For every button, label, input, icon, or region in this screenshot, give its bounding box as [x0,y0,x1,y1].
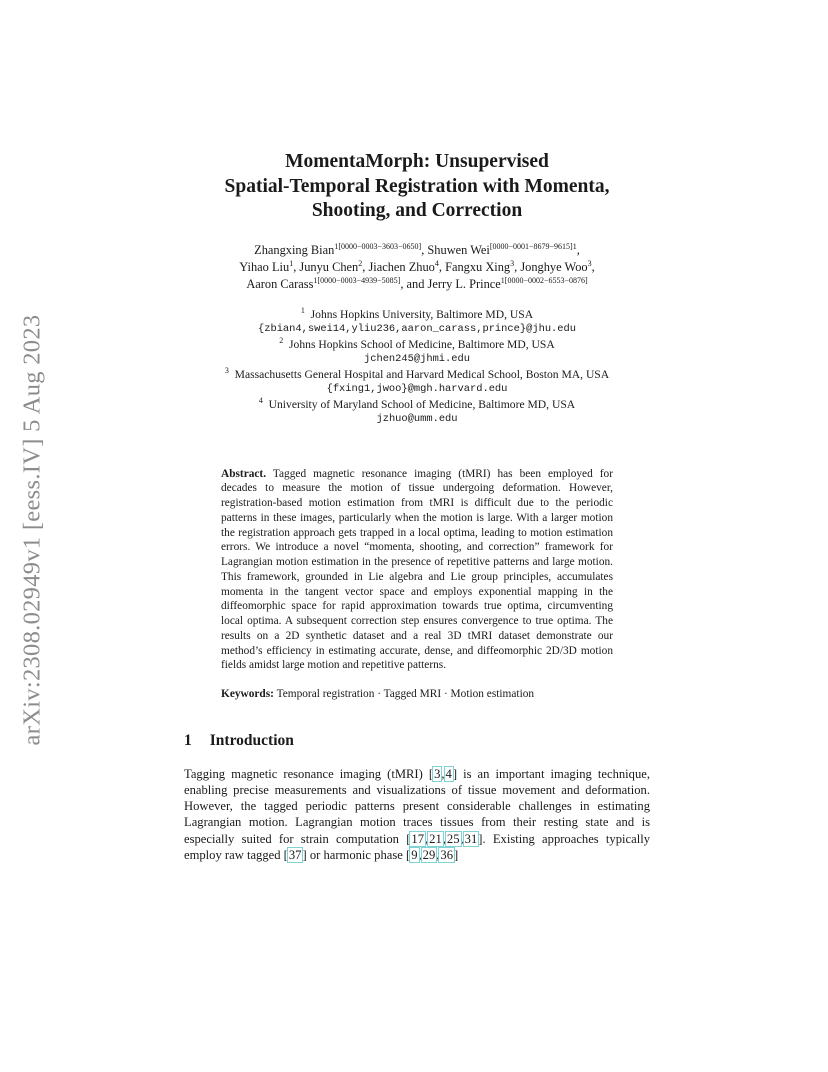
section-title: Introduction [209,731,294,749]
affiliation-name: University of Maryland School of Medicine, Baltimore MD, USA [268,397,576,411]
citation-group: [3,4] [428,766,458,781]
author-name: Shuwen Wei [427,242,490,257]
intro-text: or harmonic phase [306,847,406,862]
abstract-label: Abstract. [221,467,267,480]
abstract [221,467,613,674]
affiliation-email: jzhuo@umm.edu [376,412,458,425]
keywords [221,687,613,702]
author-affiliation: 1[0000−0002−6553−0876] [500,275,588,285]
affiliation-email: jchen245@jhmi.edu [363,352,470,365]
arxiv-stamp [12,290,52,770]
author-separator: , [591,259,595,274]
author-affiliation: 3 [587,258,592,268]
keywords-label: Keywords: [221,688,274,700]
author-separator: , [362,259,369,274]
author-separator: , [438,259,446,274]
affiliation-number: 1 [300,305,305,315]
author-affiliation: 3 [510,258,515,268]
citation-group: [9,29,36] [406,847,459,862]
author-separator: , [293,259,300,274]
affiliation-4 [184,397,650,412]
citation-group: [17,21,25,31] [406,831,483,846]
citation-link[interactable]: 3 [434,766,441,781]
author-name: Fangxu Xing [445,259,511,274]
citation-link[interactable]: 9 [411,847,418,862]
author-name: Junyu Chen [299,259,359,274]
citation-link[interactable]: 4 [445,766,452,781]
affiliation-3 [184,367,650,382]
affiliation-2 [184,337,650,352]
author-separator: , [576,242,580,257]
author-separator: , and [400,276,428,291]
author-affiliation: 1[0000−0003−3603−0650] [334,241,422,251]
author-separator: , [514,259,521,274]
affiliation-name: Johns Hopkins School of Medicine, Baltimore MD, USA [289,337,555,351]
intro-paragraph [184,766,650,863]
author-line-2 [184,259,650,276]
author-separator: , [421,242,428,257]
affiliation-email: {fxing1,jwoo}@mgh.harvard.edu [326,382,508,395]
intro-text: Tagging magnetic resonance imaging (tMRI) [184,766,429,781]
author-name: Jiachen Zhuo [368,259,435,274]
intro-text: is an important imaging technique, enabling precise measurements and visualizations of tissue movement and deformation. However, the tagged periodic patterns present considerable challenges in estimating Lagrangian motion. Lagrangian motion traces tissues from their resting state and is especially suited for strain computation [184,766,650,846]
affiliation-email: {zbian4,swei14,yliu236,aaron_carass,prince}@jhu.edu [257,322,576,335]
author-name: Jerry L. Prince [427,276,501,291]
affiliation-list [184,307,650,427]
affiliation-name: Massachusetts General Hospital and Harvard Medical School, Boston MA, USA [234,367,610,381]
author-affiliation: 2 [358,258,363,268]
arxiv-identifier: arXiv:2308.02949v1 [eess.IV] 5 Aug 2023 [18,314,45,746]
author-list [184,242,650,293]
section-heading [184,732,650,750]
citation-link[interactable]: 36 [440,847,453,862]
citation-link[interactable]: 21 [429,831,442,846]
author-affiliation: 4 [434,258,439,268]
affiliation-name: Johns Hopkins University, Baltimore MD, USA [310,307,534,321]
title-line: MomentaMorph: Unsupervised [285,151,549,172]
author-name: Yihao Liu [239,259,290,274]
author-line-1 [184,242,650,259]
intro-text: . Existing approaches typically employ raw tagged [184,831,650,862]
author-name: Zhangxing Bian [254,242,335,257]
affiliation-1 [184,307,650,322]
affiliation-number: 4 [258,395,263,405]
citation-link[interactable]: 31 [464,831,478,846]
affiliation-number: 3 [224,365,229,375]
title-line: Shooting, and Correction [311,200,523,221]
citation-group: [37] [283,847,307,862]
paper-page [184,150,650,876]
author-affiliation: [0000−0001−8679−9615]1 [489,241,577,251]
author-affiliation: 1[0000−0003−4939−5085] [313,275,401,285]
affiliation-number: 2 [279,335,284,345]
author-name: Jonghye Woo [520,259,588,274]
author-name: Aaron Carass [246,276,314,291]
citation-link[interactable]: 29 [422,847,436,862]
paper-title [184,150,650,224]
citation-link[interactable]: 25 [446,831,460,846]
author-affiliation: 1 [289,258,294,268]
title-line: Spatial-Temporal Registration with Momenta, [224,175,610,197]
citation-link[interactable]: 37 [288,847,302,862]
author-line-3 [184,276,650,293]
section-number: 1 [184,731,192,749]
citation-link[interactable]: 17 [411,831,425,846]
abstract-text: Tagged magnetic resonance imaging (tMRI) has been employed for decades to measure the motion of tissue undergoing deformation. However, registration-based motion estimation from tMRI is difficult due to the periodic patterns in these images, particularly when the motion is large. With a larger motion the registration approach gets trapped in a local optima, leading to motion estimation errors. We introduce a novel “momenta, shooting, and correction” framework for Lagrangian motion estimation in the presence of repetitive patterns and large motion. This framework, grounded in Lie algebra and Lie group principles, accumulates momenta in the tangent vector space and employs exponential mapping in the diffeomorphic space for rapid approximation towards true optima, circumventing local optima. A subsequent correction step ensures convergence to true optima. The results on a 2D synthetic dataset and a real 3D tMRI dataset demonstrate our method’s efficiency in estimating accurate, dense, and diffeomorphic 2D/3D motion fields amidst large motion and repetitive patterns. [221,467,613,672]
keywords-text: Temporal registration · Tagged MRI · Motion estimation [276,688,535,700]
